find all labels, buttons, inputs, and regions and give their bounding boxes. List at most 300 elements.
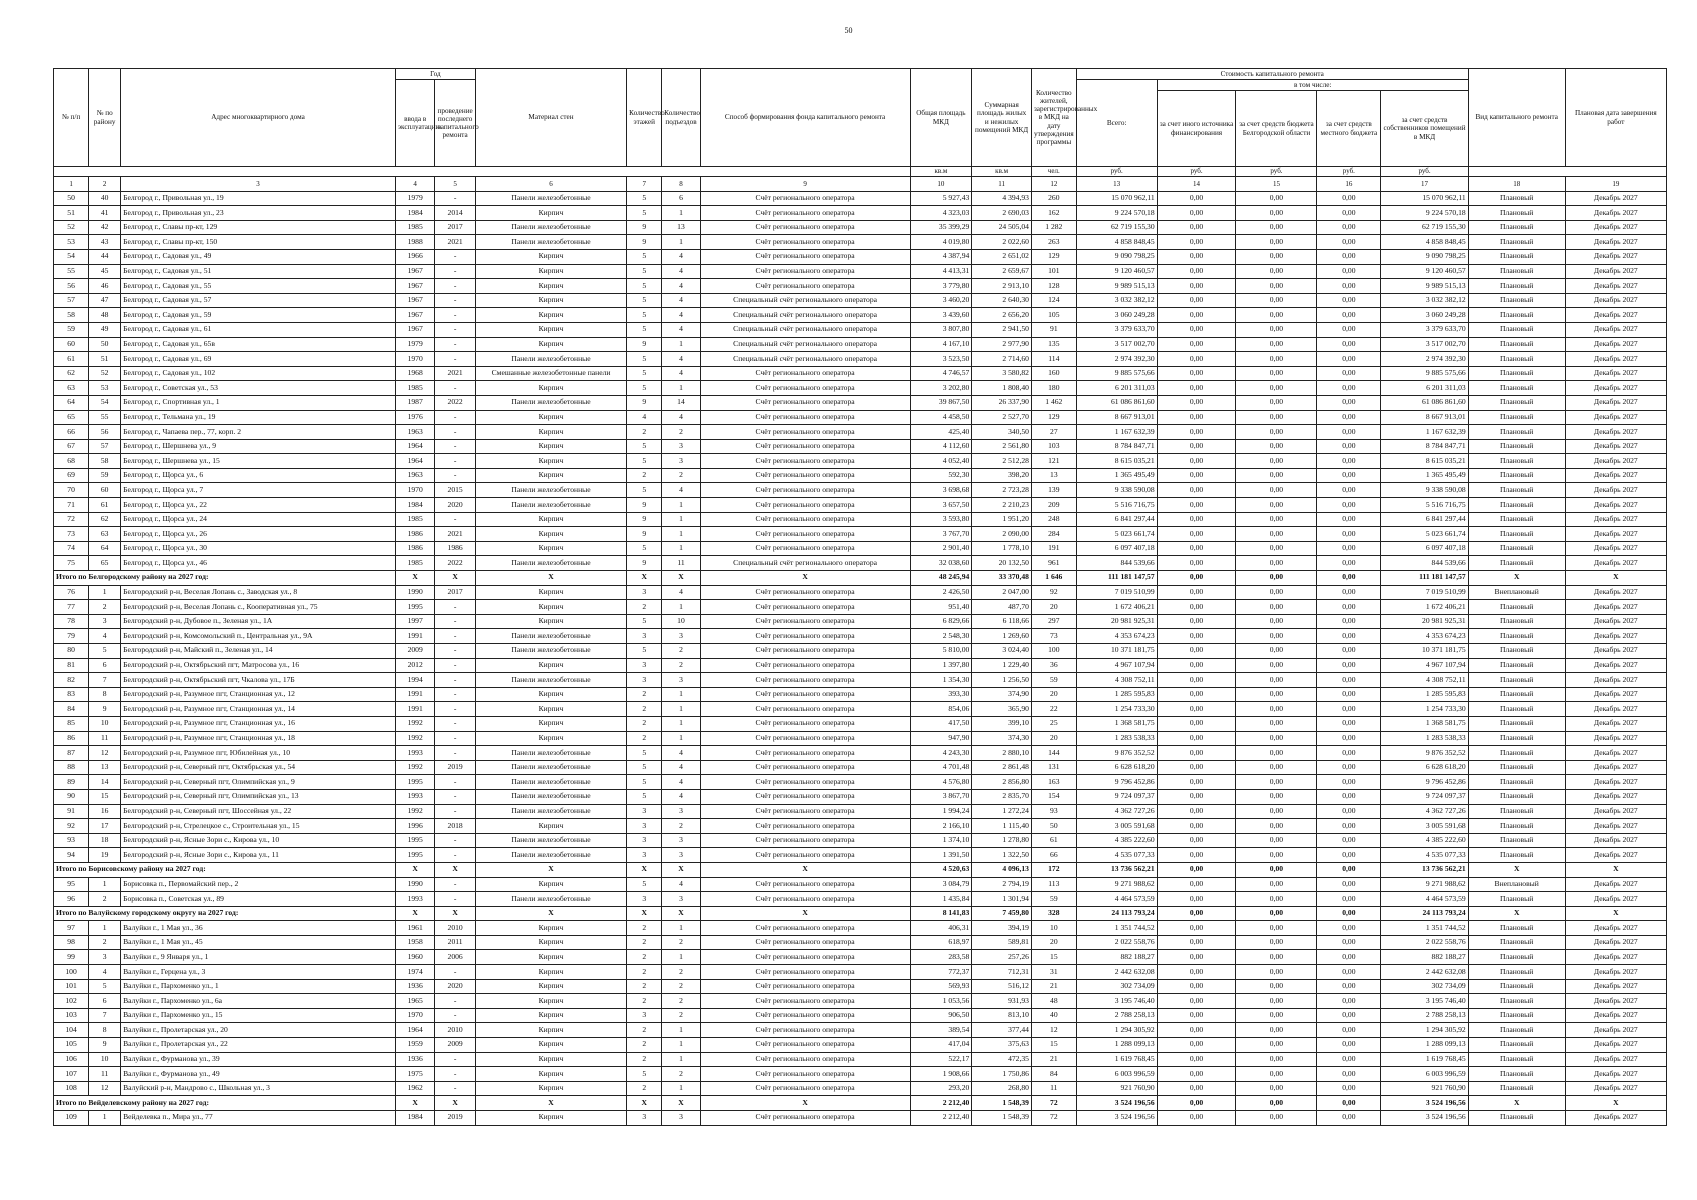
cell-row-number: 87 <box>54 746 89 761</box>
cell-local-budget: 0,00 <box>1317 746 1381 761</box>
cell-sum-area: 2 913,10 <box>972 279 1032 294</box>
cell-other-source: 0,00 <box>1157 1081 1236 1096</box>
cell-total-area: 4 052,40 <box>910 454 972 469</box>
cell-planned-date: Декабрь 2027 <box>1565 979 1666 994</box>
cell-floors: 5 <box>627 1067 662 1082</box>
table-row <box>54 892 1667 907</box>
cell-wall-material: Кирпич <box>475 585 626 600</box>
cell-total-cost: 1 285 595,83 <box>1076 687 1157 702</box>
cell-total-cost: 1 368 581,75 <box>1076 716 1157 731</box>
cell-planned-date: Декабрь 2027 <box>1565 468 1666 483</box>
cell-sum-area: 712,31 <box>972 965 1032 980</box>
cell-row-number: 96 <box>54 892 89 907</box>
cell-planned-date: Декабрь 2027 <box>1565 614 1666 629</box>
cell-address: Белгород г., Привольная ул., 23 <box>121 206 396 221</box>
cell-total-area: 35 399,29 <box>910 220 972 235</box>
cell-owners-funds: 2 974 392,30 <box>1381 352 1468 367</box>
cell-year-commission: 1967 <box>395 293 434 308</box>
table-row <box>54 848 1667 863</box>
total-other-source: 0,00 <box>1157 1096 1236 1111</box>
cell-total-area: 293,20 <box>910 1081 972 1096</box>
cell-wall-material: Кирпич <box>475 600 626 615</box>
cell-repair-type: Плановый <box>1468 1111 1565 1126</box>
cell-floors: 5 <box>627 381 662 396</box>
cell-year-commission: 1991 <box>395 687 434 702</box>
cell-floors: 2 <box>627 921 662 936</box>
column-index: 5 <box>435 177 476 192</box>
cell-district-number: 63 <box>89 527 121 542</box>
cell-year-commission: 1988 <box>395 235 434 250</box>
cell-year-last-repair: - <box>435 1008 476 1023</box>
cell-regional-budget: 0,00 <box>1236 512 1317 527</box>
cell-district-number: 2 <box>89 892 121 907</box>
cell-wall-material: Кирпич <box>475 279 626 294</box>
cell-repair-type: Плановый <box>1468 425 1565 440</box>
cell-other-source: 0,00 <box>1157 644 1236 659</box>
cell-wall-material: Кирпич <box>475 1111 626 1126</box>
cell-repair-type: Внеплановый <box>1468 585 1565 600</box>
cell-sum-area: 1 548,39 <box>972 1111 1032 1126</box>
cell-local-budget: 0,00 <box>1317 994 1381 1009</box>
cell-floors: 2 <box>627 687 662 702</box>
cell-floors: 2 <box>627 425 662 440</box>
cell-district-number: 12 <box>89 746 121 761</box>
cell-residents: 113 <box>1031 877 1076 892</box>
cell-floors: 9 <box>627 220 662 235</box>
cell-total-cost: 1 351 744,52 <box>1076 921 1157 936</box>
cell-sum-area: 374,30 <box>972 731 1032 746</box>
cell-row-number: 51 <box>54 206 89 221</box>
cell-repair-type: Плановый <box>1468 249 1565 264</box>
cell-other-source: 0,00 <box>1157 512 1236 527</box>
table-row <box>54 425 1667 440</box>
cell-total-area: 1 391,50 <box>910 848 972 863</box>
cell-year-commission: 1967 <box>395 279 434 294</box>
cell-regional-budget: 0,00 <box>1236 804 1317 819</box>
cell-planned-date: Декабрь 2027 <box>1565 702 1666 717</box>
cell-fund-method: Счёт регионального оператора <box>700 279 910 294</box>
cell-wall-material: Кирпич <box>475 658 626 673</box>
cell-entrances: 1 <box>662 337 700 352</box>
cell-total-cost: 921 760,90 <box>1076 1081 1157 1096</box>
cell-repair-type: Плановый <box>1468 322 1565 337</box>
cell-wall-material: Кирпич <box>475 877 626 892</box>
cell-total-area: 5 927,43 <box>910 191 972 206</box>
cell-year-commission: 1960 <box>395 950 434 965</box>
cell-local-budget: 0,00 <box>1317 468 1381 483</box>
total-regional-budget: 0,00 <box>1236 1096 1317 1111</box>
cell-row-number: 103 <box>54 1008 89 1023</box>
cell-fund-method: Счёт регионального оператора <box>700 731 910 746</box>
cell-wall-material: Кирпич <box>475 1038 626 1053</box>
cell-owners-funds: 3 195 746,40 <box>1381 994 1468 1009</box>
cell-local-budget: 0,00 <box>1317 702 1381 717</box>
cell-total-cost: 3 379 633,70 <box>1076 322 1157 337</box>
total-residents: 328 <box>1031 906 1076 921</box>
cell-entrances: 14 <box>662 395 700 410</box>
cell-local-budget: 0,00 <box>1317 249 1381 264</box>
cell-residents: 25 <box>1031 716 1076 731</box>
cell-regional-budget: 0,00 <box>1236 585 1317 600</box>
cell-local-budget: 0,00 <box>1317 512 1381 527</box>
cell-owners-funds: 4 385 222,60 <box>1381 833 1468 848</box>
cell-district-number: 48 <box>89 308 121 323</box>
cell-fund-method: Счёт регионального оператора <box>700 541 910 556</box>
cell-wall-material: Кирпич <box>475 687 626 702</box>
cell-local-budget: 0,00 <box>1317 585 1381 600</box>
cell-owners-funds: 9 120 460,57 <box>1381 264 1468 279</box>
cell-year-last-repair: - <box>435 468 476 483</box>
cell-district-number: 45 <box>89 264 121 279</box>
cell-regional-budget: 0,00 <box>1236 994 1317 1009</box>
cell-row-number: 62 <box>54 366 89 381</box>
cell-row-number: 102 <box>54 994 89 1009</box>
total-wall-material: X <box>475 571 626 586</box>
cell-sum-area: 2 861,48 <box>972 760 1032 775</box>
cell-local-budget: 0,00 <box>1317 352 1381 367</box>
cell-total-cost: 8 784 847,71 <box>1076 439 1157 454</box>
cell-local-budget: 0,00 <box>1317 658 1381 673</box>
cell-fund-method: Специальный счёт регионального оператора <box>700 337 910 352</box>
cell-total-area: 406,31 <box>910 921 972 936</box>
cell-year-commission: 1974 <box>395 965 434 980</box>
cell-row-number: 74 <box>54 541 89 556</box>
total-wall-material: X <box>475 1096 626 1111</box>
cell-local-budget: 0,00 <box>1317 848 1381 863</box>
cell-residents: 20 <box>1031 687 1076 702</box>
cell-owners-funds: 10 371 181,75 <box>1381 644 1468 659</box>
cell-district-number: 10 <box>89 1052 121 1067</box>
cell-floors: 5 <box>627 264 662 279</box>
cell-year-last-repair: - <box>435 716 476 731</box>
cell-total-cost: 3 005 591,68 <box>1076 819 1157 834</box>
cell-residents: 154 <box>1031 789 1076 804</box>
cell-residents: 40 <box>1031 1008 1076 1023</box>
cell-planned-date: Декабрь 2027 <box>1565 921 1666 936</box>
cell-repair-type: Плановый <box>1468 308 1565 323</box>
cell-entrances: 1 <box>662 716 700 731</box>
cell-year-commission: 1965 <box>395 994 434 1009</box>
cell-district-number: 57 <box>89 439 121 454</box>
cell-row-number: 70 <box>54 483 89 498</box>
cell-planned-date: Декабрь 2027 <box>1565 585 1666 600</box>
cell-address: Белгород г., Шершнева ул., 15 <box>121 454 396 469</box>
cell-wall-material: Кирпич <box>475 410 626 425</box>
cell-owners-funds: 1 619 768,45 <box>1381 1052 1468 1067</box>
cell-repair-type: Плановый <box>1468 716 1565 731</box>
cell-regional-budget: 0,00 <box>1236 337 1317 352</box>
cell-row-number: 53 <box>54 235 89 250</box>
cell-planned-date: Декабрь 2027 <box>1565 352 1666 367</box>
cell-total-area: 1 354,30 <box>910 673 972 688</box>
cell-fund-method: Счёт регионального оператора <box>700 498 910 513</box>
cell-entrances: 1 <box>662 1038 700 1053</box>
cell-address: Белгород г., Садовая ул., 55 <box>121 279 396 294</box>
cell-sum-area: 2 941,50 <box>972 322 1032 337</box>
cell-regional-budget: 0,00 <box>1236 439 1317 454</box>
table-row <box>54 249 1667 264</box>
cell-owners-funds: 1 351 744,52 <box>1381 921 1468 936</box>
cell-wall-material: Кирпич <box>475 527 626 542</box>
table-row <box>54 746 1667 761</box>
table-row <box>54 614 1667 629</box>
cell-residents: 162 <box>1031 206 1076 221</box>
cell-total-area: 393,30 <box>910 687 972 702</box>
header-wall-material: Материал стен <box>475 69 626 167</box>
cell-address: Белгород г., Щорса ул., 46 <box>121 556 396 571</box>
cell-planned-date: Декабрь 2027 <box>1565 644 1666 659</box>
cell-repair-type: Плановый <box>1468 220 1565 235</box>
column-index: 9 <box>700 177 910 192</box>
cell-floors: 3 <box>627 673 662 688</box>
cell-other-source: 0,00 <box>1157 789 1236 804</box>
cell-address: Вейделевка п., Мира ул., 77 <box>121 1111 396 1126</box>
cell-year-last-repair: 2021 <box>435 527 476 542</box>
cell-planned-date: Декабрь 2027 <box>1565 498 1666 513</box>
cell-owners-funds: 6 097 407,18 <box>1381 541 1468 556</box>
cell-residents: 27 <box>1031 425 1076 440</box>
cell-total-area: 6 829,66 <box>910 614 972 629</box>
cell-row-number: 57 <box>54 293 89 308</box>
cell-row-number: 72 <box>54 512 89 527</box>
total-label: Итого по Валуйскому городскому округу на 2027 год: <box>54 906 396 921</box>
cell-row-number: 107 <box>54 1067 89 1082</box>
cell-fund-method: Счёт регионального оператора <box>700 702 910 717</box>
cell-fund-method: Счёт регионального оператора <box>700 1052 910 1067</box>
cell-local-budget: 0,00 <box>1317 1038 1381 1053</box>
cell-address: Белгородский р-н, Дубовое п., Зеленая ул., 1А <box>121 614 396 629</box>
cell-planned-date: Декабрь 2027 <box>1565 279 1666 294</box>
total-floors: X <box>627 1096 662 1111</box>
cell-fund-method: Счёт регионального оператора <box>700 877 910 892</box>
cell-total-area: 3 657,50 <box>910 498 972 513</box>
cell-residents: 961 <box>1031 556 1076 571</box>
cell-planned-date: Декабрь 2027 <box>1565 658 1666 673</box>
cell-other-source: 0,00 <box>1157 979 1236 994</box>
cell-year-last-repair: - <box>435 994 476 1009</box>
cell-entrances: 2 <box>662 979 700 994</box>
cell-district-number: 60 <box>89 483 121 498</box>
table-header <box>54 69 1667 177</box>
cell-residents: 31 <box>1031 965 1076 980</box>
cell-regional-budget: 0,00 <box>1236 644 1317 659</box>
column-index: 12 <box>1031 177 1076 192</box>
cell-year-last-repair: - <box>435 1081 476 1096</box>
cell-wall-material: Панели железобетонные <box>475 746 626 761</box>
cell-row-number: 60 <box>54 337 89 352</box>
cell-owners-funds: 8 784 847,71 <box>1381 439 1468 454</box>
cell-wall-material: Кирпич <box>475 541 626 556</box>
cell-floors: 5 <box>627 293 662 308</box>
cell-total-cost: 1 254 733,30 <box>1076 702 1157 717</box>
cell-local-budget: 0,00 <box>1317 921 1381 936</box>
cell-local-budget: 0,00 <box>1317 819 1381 834</box>
cell-planned-date: Декабрь 2027 <box>1565 892 1666 907</box>
cell-other-source: 0,00 <box>1157 746 1236 761</box>
cell-residents: 84 <box>1031 1067 1076 1082</box>
cell-sum-area: 2 090,00 <box>972 527 1032 542</box>
cell-planned-date: Декабрь 2027 <box>1565 775 1666 790</box>
cell-residents: 59 <box>1031 673 1076 688</box>
cell-wall-material: Панели железобетонные <box>475 395 626 410</box>
header-year-last-repair: проведение последнего капитального ремонта <box>435 80 476 167</box>
cell-wall-material: Панели железобетонные <box>475 220 626 235</box>
cell-owners-funds: 9 724 097,37 <box>1381 789 1468 804</box>
total-year-commission: X <box>395 862 434 877</box>
cell-repair-type: Плановый <box>1468 994 1565 1009</box>
cell-address: Белгородский р-н, Разумное пгт, Станционная ул., 16 <box>121 716 396 731</box>
cell-entrances: 3 <box>662 439 700 454</box>
table-row <box>54 308 1667 323</box>
cell-year-last-repair: - <box>435 600 476 615</box>
cell-repair-type: Плановый <box>1468 1008 1565 1023</box>
cell-other-source: 0,00 <box>1157 264 1236 279</box>
cell-owners-funds: 4 967 107,94 <box>1381 658 1468 673</box>
cell-fund-method: Счёт регионального оператора <box>700 191 910 206</box>
cell-row-number: 82 <box>54 673 89 688</box>
cell-floors: 9 <box>627 337 662 352</box>
cell-address: Белгород г., Чапаева пер., 77, корп. 2 <box>121 425 396 440</box>
total-sum-area: 4 096,13 <box>972 862 1032 877</box>
cell-district-number: 47 <box>89 293 121 308</box>
total-planned-date: X <box>1565 571 1666 586</box>
cell-year-last-repair: 2021 <box>435 235 476 250</box>
table-row <box>54 264 1667 279</box>
cell-total-cost: 9 271 988,62 <box>1076 877 1157 892</box>
cell-floors: 2 <box>627 1023 662 1038</box>
cell-fund-method: Счёт регионального оператора <box>700 833 910 848</box>
total-other-source: 0,00 <box>1157 862 1236 877</box>
cell-wall-material: Кирпич <box>475 1081 626 1096</box>
cell-entrances: 1 <box>662 541 700 556</box>
cell-total-area: 5 810,00 <box>910 644 972 659</box>
cell-address: Белгородский р-н, Разумное пгт, Станционная ул., 14 <box>121 702 396 717</box>
cell-sum-area: 24 505,04 <box>972 220 1032 235</box>
total-fund-method: X <box>700 906 910 921</box>
cell-sum-area: 2 527,70 <box>972 410 1032 425</box>
cell-planned-date: Декабрь 2027 <box>1565 804 1666 819</box>
table-row <box>54 512 1667 527</box>
cell-entrances: 2 <box>662 1067 700 1082</box>
cell-repair-type: Плановый <box>1468 965 1565 980</box>
table-row <box>54 1023 1667 1038</box>
table-row <box>54 352 1667 367</box>
cell-sum-area: 399,10 <box>972 716 1032 731</box>
cell-district-number: 1 <box>89 921 121 936</box>
cell-floors: 5 <box>627 614 662 629</box>
cell-fund-method: Счёт регионального оператора <box>700 819 910 834</box>
cell-wall-material: Панели железобетонные <box>475 483 626 498</box>
cell-residents: 1 462 <box>1031 395 1076 410</box>
cell-address: Белгород г., Садовая ул., 57 <box>121 293 396 308</box>
cell-year-commission: 1984 <box>395 206 434 221</box>
cell-district-number: 64 <box>89 541 121 556</box>
cell-year-commission: 1997 <box>395 614 434 629</box>
cell-regional-budget: 0,00 <box>1236 892 1317 907</box>
unit-label: чел. <box>1031 167 1076 177</box>
cell-total-area: 3 202,80 <box>910 381 972 396</box>
cell-owners-funds: 62 719 155,30 <box>1381 220 1468 235</box>
cell-year-last-repair: 2022 <box>435 556 476 571</box>
cell-sum-area: 20 132,50 <box>972 556 1032 571</box>
cell-planned-date: Декабрь 2027 <box>1565 1052 1666 1067</box>
total-total-cost: 24 113 793,24 <box>1076 906 1157 921</box>
cell-district-number: 19 <box>89 848 121 863</box>
cell-wall-material: Кирпич <box>475 819 626 834</box>
cell-year-commission: 1963 <box>395 425 434 440</box>
table-row <box>54 994 1667 1009</box>
cell-wall-material: Кирпич <box>475 381 626 396</box>
cell-wall-material: Кирпич <box>475 950 626 965</box>
cell-local-budget: 0,00 <box>1317 337 1381 352</box>
cell-address: Валуйки г., Фурманова ул., 39 <box>121 1052 396 1067</box>
cell-repair-type: Плановый <box>1468 512 1565 527</box>
cell-entrances: 4 <box>662 746 700 761</box>
cell-year-last-repair: 2022 <box>435 395 476 410</box>
cell-local-budget: 0,00 <box>1317 483 1381 498</box>
column-index: 11 <box>972 177 1032 192</box>
cell-year-last-repair: - <box>435 833 476 848</box>
total-sum-area: 1 548,39 <box>972 1096 1032 1111</box>
cell-local-budget: 0,00 <box>1317 191 1381 206</box>
cell-regional-budget: 0,00 <box>1236 819 1317 834</box>
cell-owners-funds: 882 188,27 <box>1381 950 1468 965</box>
cell-fund-method: Счёт регионального оператора <box>700 687 910 702</box>
cell-planned-date: Декабрь 2027 <box>1565 673 1666 688</box>
cell-district-number: 1 <box>89 877 121 892</box>
cell-owners-funds: 5 516 716,75 <box>1381 498 1468 513</box>
cell-entrances: 1 <box>662 921 700 936</box>
cell-district-number: 12 <box>89 1081 121 1096</box>
column-index-row <box>54 177 1667 192</box>
cell-total-area: 618,97 <box>910 935 972 950</box>
cell-wall-material: Кирпич <box>475 965 626 980</box>
cell-regional-budget: 0,00 <box>1236 395 1317 410</box>
cell-total-cost: 4 308 752,11 <box>1076 673 1157 688</box>
cell-local-budget: 0,00 <box>1317 629 1381 644</box>
cell-address: Валуйки г., Пролетарская ул., 22 <box>121 1038 396 1053</box>
cell-other-source: 0,00 <box>1157 425 1236 440</box>
cell-year-commission: 1984 <box>395 498 434 513</box>
cell-year-last-repair: - <box>435 439 476 454</box>
cell-total-area: 1 435,84 <box>910 892 972 907</box>
cell-row-number: 90 <box>54 789 89 804</box>
cell-regional-budget: 0,00 <box>1236 1111 1317 1126</box>
table-row <box>54 877 1667 892</box>
table-row <box>54 279 1667 294</box>
cell-repair-type: Плановый <box>1468 819 1565 834</box>
cell-entrances: 3 <box>662 848 700 863</box>
cell-floors: 5 <box>627 352 662 367</box>
cell-row-number: 75 <box>54 556 89 571</box>
cell-repair-type: Плановый <box>1468 935 1565 950</box>
cell-owners-funds: 3 517 002,70 <box>1381 337 1468 352</box>
cell-local-budget: 0,00 <box>1317 410 1381 425</box>
cell-planned-date: Декабрь 2027 <box>1565 454 1666 469</box>
cell-floors: 3 <box>627 1111 662 1126</box>
cell-residents: 66 <box>1031 848 1076 863</box>
cell-total-cost: 3 524 196,56 <box>1076 1111 1157 1126</box>
table-row <box>54 775 1667 790</box>
cell-sum-area: 813,10 <box>972 1008 1032 1023</box>
cell-year-commission: 1967 <box>395 264 434 279</box>
cell-total-area: 3 439,60 <box>910 308 972 323</box>
cell-row-number: 67 <box>54 439 89 454</box>
cell-other-source: 0,00 <box>1157 352 1236 367</box>
header-floors: Количество этажей <box>627 69 662 167</box>
cell-district-number: 6 <box>89 994 121 1009</box>
cell-residents: 248 <box>1031 512 1076 527</box>
